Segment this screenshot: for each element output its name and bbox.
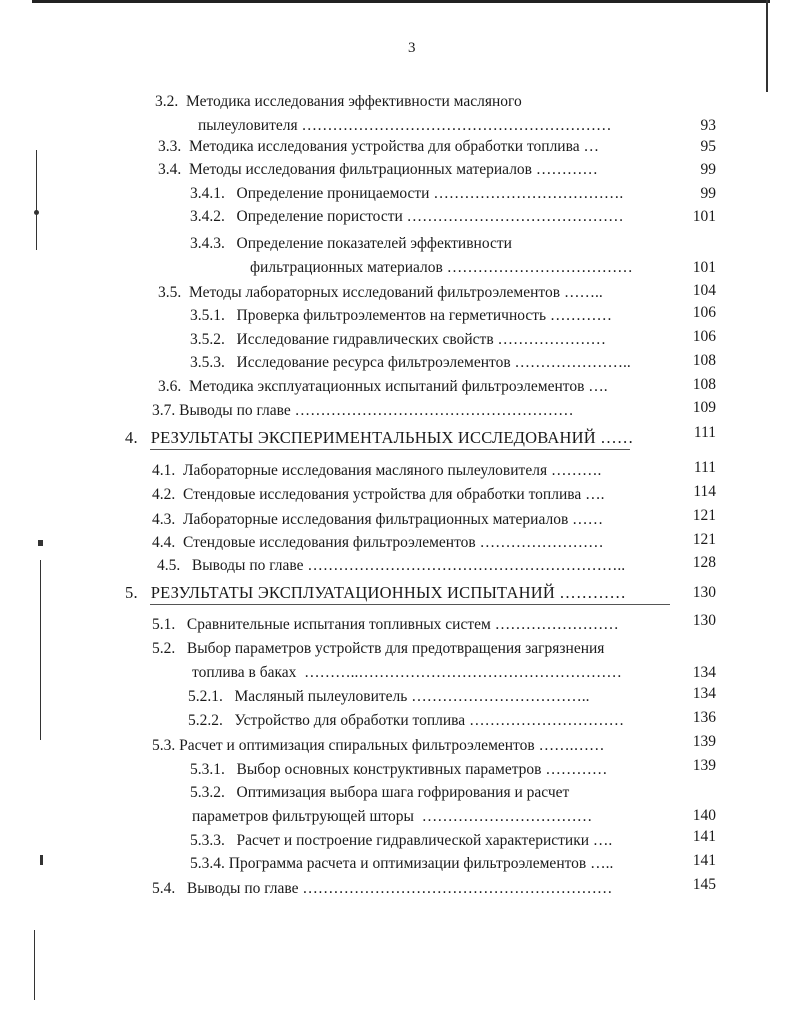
dot-leader: … [583,138,599,155]
entry-number: 4.4. [152,534,176,551]
dot-leader: ………. [550,462,602,479]
entry-number: 5.2.1. [188,688,223,705]
entry-page: 108 [692,352,716,369]
entry-title: Выводы по главе [191,557,304,574]
toc-entry-5-2-cont [192,663,622,683]
toc-entry-3-7 [152,401,574,421]
entry-number: 5.3.3. [190,832,225,849]
entry-title: Определение пористости [236,208,403,225]
entry-number: 5.2.2. [188,712,223,729]
dot-leader: ………………… [497,331,607,348]
entry-number: 5.3.2. [190,784,225,801]
toc-entry-3-2 [155,92,522,112]
entry-title: Расчет и построение гидравлической характеристики [236,832,590,849]
entry-number: 4.5. [157,557,181,574]
toc-entry-3-5-2 [190,330,606,350]
toc-entry-5-2-1 [188,687,589,707]
entry-title: Методика исследования устройства для обработки топлива [189,138,580,155]
entry-title: Выводы по главе [186,880,299,897]
toc-entry-5-3-2 [190,783,569,803]
toc-entry-5-2 [152,639,604,659]
entry-page: 140 [692,807,716,824]
dot-leader: …….. [563,284,603,301]
entry-number: 5.1. [152,616,176,633]
entry-title: Выводы по главе [179,402,291,419]
entry-page: 104 [692,282,716,299]
dot-leader: …………………… [494,616,619,633]
entry-page: 128 [692,554,716,571]
entry-number: 5.3. [152,737,176,754]
entry-title: Расчет и оптимизация спиральных фильтроэлементов [179,737,535,754]
entry-page: 134 [692,664,716,681]
entry-title: Устройство для обработки топлива [234,712,466,729]
entry-title: Лабораторные исследования масляного пылеуловителя [183,462,548,479]
toc-entry-4-5 [157,556,625,576]
entry-title-continuation: топлива в баках [192,664,297,681]
entry-title: Масляный пылеуловитель [234,688,408,705]
entry-number: 4.2. [152,486,176,503]
entry-page: 134 [692,685,716,702]
toc-entry-4-3 [152,510,603,530]
entry-page: 111 [693,459,716,476]
chapter-underline [150,449,630,450]
entry-number: 3.5.1. [190,307,225,324]
entry-page: 130 [692,584,716,601]
chapter-number: 5. [125,583,138,602]
entry-title: Исследование гидравлических свойств [236,331,494,348]
entry-title: Программа расчета и оптимизации фильтроэлементов [228,855,587,872]
entry-number: 3.5.2. [190,331,225,348]
chapter-title: РЕЗУЛЬТАТЫ ЭКСПЕРИМЕНТАЛЬНЫХ ИССЛЕДОВАНИЙ [150,428,596,447]
entry-number: 4.3. [152,511,176,528]
toc-entry-5-2-2 [188,711,624,731]
entry-title: Выбор основных конструктивных параметров [236,761,542,778]
entry-number: 3.4.3. [190,235,225,252]
entry-number: 3.7. [152,402,176,419]
dot-leader: …………………………… [421,808,593,825]
toc-entry-5-3-2-cont [192,807,592,827]
entry-title: Методика эксплуатационных испытаний фильтроэлементов [189,378,585,395]
toc-entry-3-4-3 [190,234,512,254]
entry-page: 95 [700,138,716,155]
entry-page: 141 [692,852,716,869]
dot-leader: ………… [549,307,612,324]
entry-page: 106 [692,328,716,345]
entry-page: 101 [692,208,716,225]
entry-number: 3.5.3. [190,354,225,371]
toc-entry-5-3-4 [190,854,613,874]
entry-number: 5.2. [152,640,176,657]
scan-artifact [36,150,37,250]
entry-title-continuation: параметров фильтрующей шторы [192,808,414,825]
dot-leader: …….…… [538,737,605,754]
scan-artifact [38,540,43,546]
entry-title: Методы исследования фильтрационных материалов [189,161,533,178]
toc-chapter-5 [125,583,626,603]
entry-page: 114 [693,483,716,500]
toc-entry-3-4-3-cont [250,258,633,278]
scan-artifact [40,855,43,865]
dot-leader: ………………………………. [433,185,624,202]
toc-entry-3-6 [158,377,608,397]
dot-leader: ……………………………… [446,259,633,276]
entry-number: 5.3.4. [190,855,225,872]
entry-number: 3.3. [158,138,182,155]
toc-entry-4-4 [152,533,604,553]
entry-page: 111 [693,424,716,441]
toc-entry-3-4-1 [190,184,623,204]
entry-page: 106 [692,304,716,321]
entry-page: 121 [692,507,716,524]
entry-title: Методы лабораторных исследований фильтроэлементов [189,284,561,301]
entry-title: Исследование ресурса фильтроэлементов [236,354,511,371]
dot-leader: …… [572,511,604,528]
entry-page: 141 [692,828,716,845]
dot-leader: …. [585,486,605,503]
entry-title: Определение показателей эффективности [236,235,512,252]
top-border-line [32,0,770,3]
dot-leader: …………………………………………………… [301,117,612,134]
toc-chapter-4 [125,428,634,448]
entry-page: 108 [692,376,716,393]
toc-entry-3-5 [158,283,603,303]
entry-number: 5.3.1. [190,761,225,778]
toc-entry-3-5-3 [190,353,631,373]
entry-title: Оптимизация выбора шага гофрирования и расчет [236,784,570,801]
entry-title: Стендовые исследования устройства для обработки топлива [183,486,582,503]
entry-page: 139 [692,733,716,750]
entry-number: 3.2. [155,93,179,110]
entry-page: 99 [700,185,716,202]
scan-artifact [40,560,41,740]
entry-number: 4.1. [152,462,176,479]
dot-leader: ……………………………………………… [294,402,574,419]
entry-number: 3.4.2. [190,208,225,225]
dot-leader: …… [600,428,634,447]
dot-leader: …………………………….. [411,688,590,705]
toc-entry-5-3 [152,736,604,756]
right-border-line [766,0,768,92]
entry-title: Лабораторные исследования фильтрационных материалов [183,511,569,528]
entry-title: Выбор параметров устройств для предотвращения загрязнения [186,640,605,657]
toc-entry-5-3-3 [190,831,612,851]
entry-title: Определение проницаемости [236,185,430,202]
entry-number: 3.4.1. [190,185,225,202]
entry-number: 5.4. [152,880,176,897]
entry-page: 101 [692,259,716,276]
chapter-underline [150,604,670,605]
entry-title: Проверка фильтроэлементов на герметичность [236,307,547,324]
entry-title-continuation: пылеуловителя [198,117,298,134]
dot-leader: …. [588,378,608,395]
toc-entry-4-1 [152,461,601,481]
entry-number: 3.4. [158,161,182,178]
scan-artifact [34,930,35,1000]
dot-leader: …………………………………………………….. [307,557,626,574]
chapter-title: РЕЗУЛЬТАТЫ ЭКСПЛУАТАЦИОННЫХ ИСПЫТАНИЙ [150,583,555,602]
dot-leader: …………………………………… [406,208,624,225]
dot-leader: ………… [545,761,608,778]
entry-title: Методика исследования эффективности масляного [186,93,522,110]
toc-entry-3-4 [158,160,598,180]
entry-page: 121 [692,531,716,548]
dot-leader: ….. [590,855,614,872]
dot-leader: …………………… [479,534,604,551]
dot-leader: ………………….. [514,354,631,371]
entry-page: 136 [692,709,716,726]
dot-leader: ………… [559,583,627,602]
entry-title: Сравнительные испытания топливных систем [186,616,491,633]
toc-entry-3-2-cont [198,116,612,136]
entry-page: 93 [700,117,716,134]
toc-entry-3-5-1 [190,306,612,326]
entry-page: 145 [692,876,716,893]
scan-artifact [34,210,39,215]
toc-entry-3-3 [158,137,599,157]
toc-entry-5-3-1 [190,760,607,780]
toc-entry-3-4-2 [190,207,624,227]
entry-number: 3.6. [158,378,182,395]
toc-entry-4-2 [152,485,605,505]
dot-leader: …. [592,832,613,849]
entry-page: 130 [692,612,716,629]
dot-leader: ………………………… [469,712,625,729]
chapter-number: 4. [125,428,138,447]
entry-title: Стендовые исследования фильтроэлементов [183,534,476,551]
toc-entry-5-4 [152,879,612,899]
page-number: 3 [408,40,416,56]
entry-title-continuation: фильтрационных материалов [250,259,443,276]
entry-number: 3.5. [158,284,182,301]
dot-leader: …………………………………………………… [302,880,613,897]
dot-leader: ………… [535,161,598,178]
entry-page: 99 [700,161,716,178]
entry-page: 139 [692,757,716,774]
entry-page: 109 [692,399,716,416]
dot-leader: ………..…………………………………………… [304,664,622,681]
toc-entry-5-1 [152,615,619,635]
